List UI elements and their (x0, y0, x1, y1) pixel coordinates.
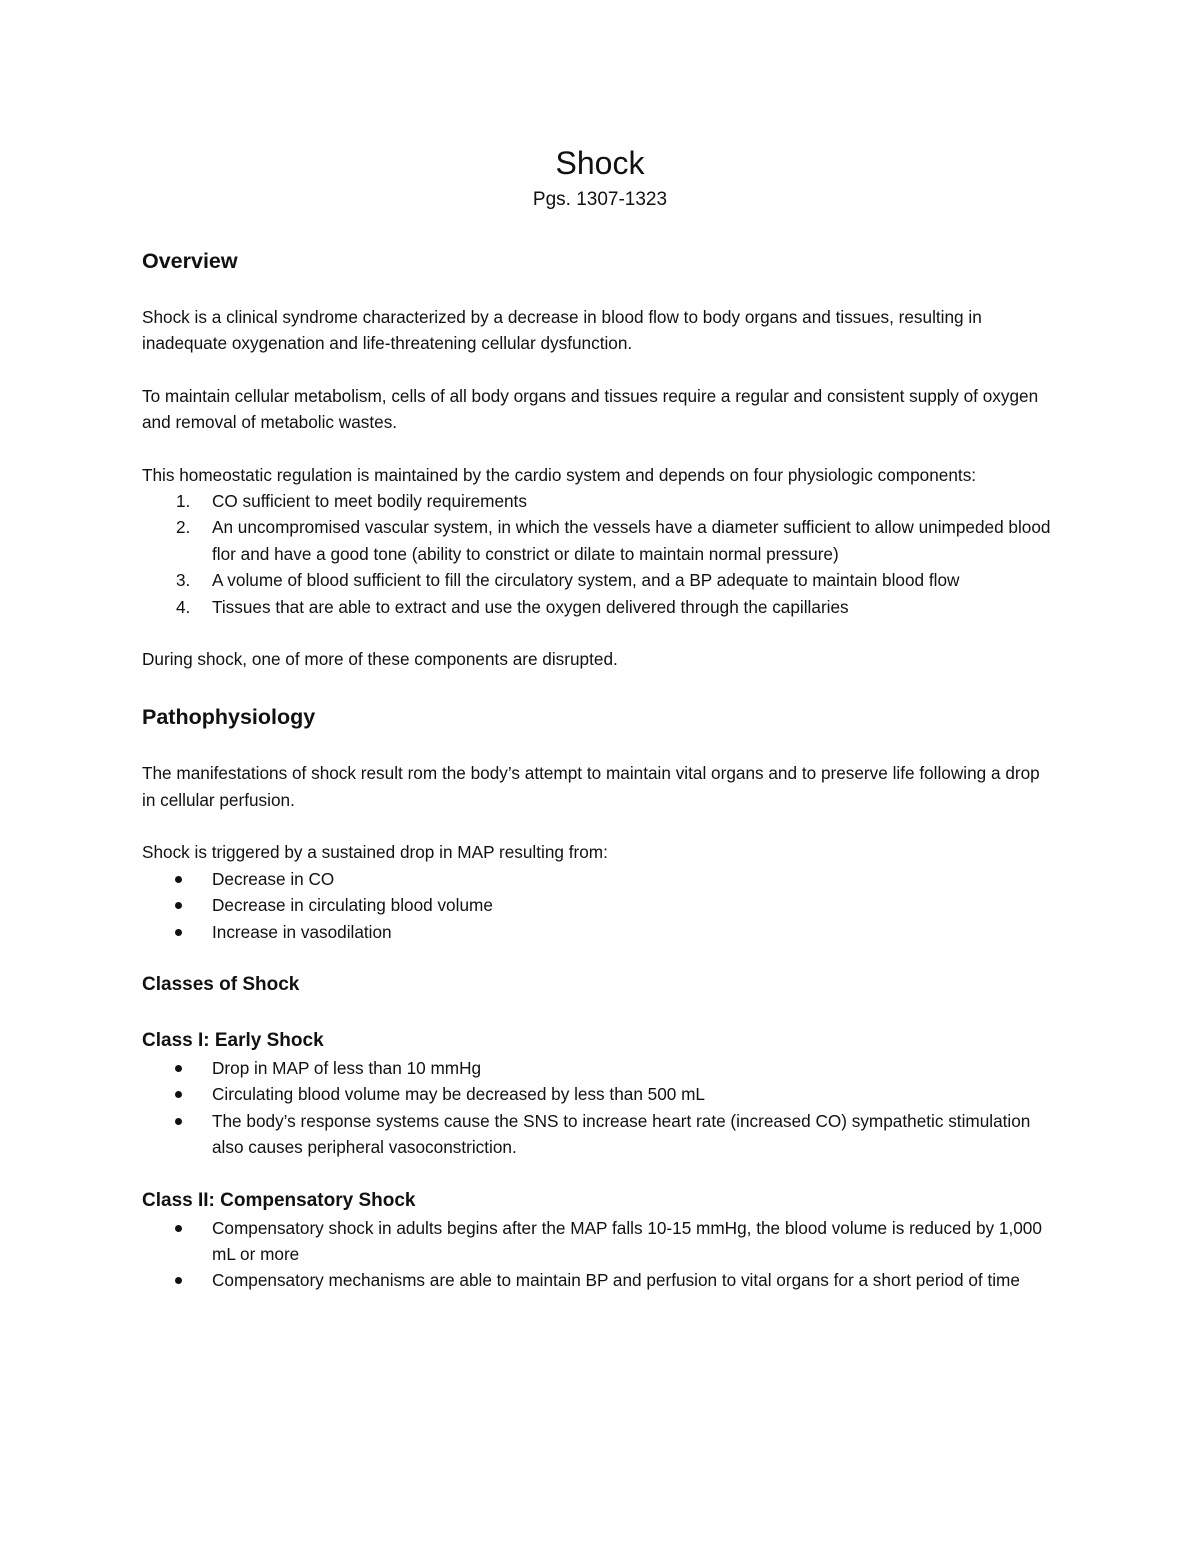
overview-paragraph-1: Shock is a clinical syndrome characterized by a decrease in blood flow to body organs and tissues, resulting in inadequate oxygenation and life-threatening cellular dysfunction. (142, 307, 982, 354)
bullet-icon (175, 1277, 182, 1284)
list-item: Drop in MAP of less than 10 mmHg (142, 1055, 1052, 1081)
bullet-icon (175, 902, 182, 909)
list-item: Compensatory mechanisms are able to maintain BP and perfusion to vital organs for a short period of time (142, 1267, 1052, 1293)
class-1-list (142, 1055, 1052, 1161)
list-item: Compensatory shock in adults begins after the MAP falls 10-15 mmHg, the blood volume is reduced by 1,000 mL or more (142, 1215, 1052, 1268)
overview-paragraph-4: During shock, one of more of these components are disrupted. (142, 649, 618, 670)
list-item: 2. An uncompromised vascular system, in which the vessels have a diameter sufficient to allow unimpeded blood flor and have a good tone (ability to constrict or dilate to maintain normal pressure) (176, 517, 1051, 564)
overview-paragraph-2: To maintain cellular metabolism, cells of all body organs and tissues require a regular and consistent supply of oxygen and removal of metabolic wastes. (142, 385, 1039, 433)
pathophysiology-paragraph-1: The manifestations of shock result rom the body’s attempt to maintain vital organs and to preserve life following a drop in cellular perfusion. (142, 763, 1040, 810)
document-body (142, 244, 1052, 1294)
bullet-icon (175, 1065, 182, 1072)
bullet-icon (175, 929, 182, 936)
list-item: 4. Tissues that are able to extract and use the oxygen delivered through the capillaries (176, 596, 849, 617)
class-1-heading: Class I: Early Shock (142, 1029, 324, 1051)
list-item: Decrease in CO (142, 866, 1052, 892)
classes-heading: Classes of Shock (142, 973, 300, 995)
bullet-icon (175, 1225, 182, 1232)
pathophysiology-paragraph-2: Shock is triggered by a sustained drop in MAP resulting from: (142, 842, 608, 863)
list-item: Decrease in circulating blood volume (142, 892, 1052, 918)
list-item: Circulating blood volume may be decreased by less than 500 mL (142, 1081, 1052, 1107)
class-2-heading: Class II: Compensatory Shock (142, 1189, 416, 1211)
list-item: The body’s response systems cause the SNS to increase heart rate (increased CO) sympathetic stimulation also causes peripheral vasoconstriction. (142, 1108, 1052, 1161)
pathophysiology-heading: Pathophysiology (142, 705, 316, 730)
class-2-list (142, 1215, 1052, 1294)
causes-list (142, 866, 1052, 945)
bullet-icon (175, 876, 182, 883)
page-range: Pgs. 1307-1323 (532, 189, 668, 210)
list-item: 3. A volume of blood sufficient to fill the circulatory system, and a BP adequate to maintain blood flow (176, 570, 960, 591)
bullet-icon (175, 1118, 182, 1125)
overview-paragraph-3: This homeostatic regulation is maintained by the cardio system and depends on four physiologic components: (142, 464, 977, 485)
components-list (142, 488, 1052, 620)
document-title: Shock (555, 145, 645, 181)
bullet-icon (175, 1091, 182, 1098)
list-item: Increase in vasodilation (142, 919, 1052, 945)
list-item: 1. CO sufficient to meet bodily requirements (176, 491, 527, 512)
overview-heading: Overview (142, 249, 238, 273)
